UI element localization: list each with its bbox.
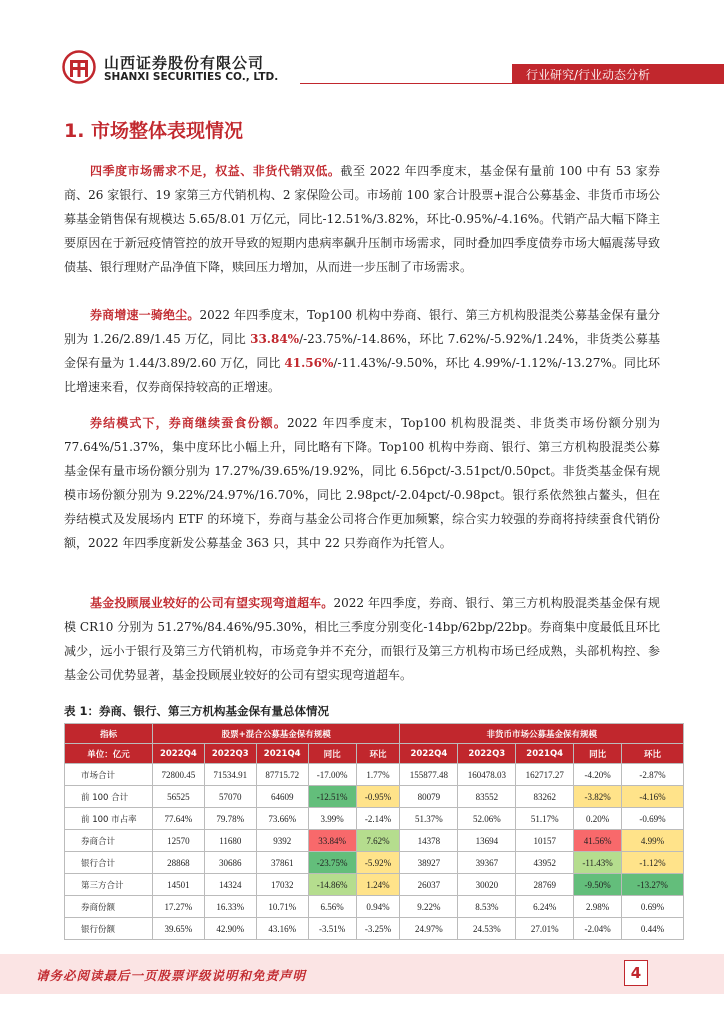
company-name-cn: 山西证券股份有限公司	[104, 54, 265, 72]
table-cell: 30686	[204, 852, 256, 874]
page-number: 4	[624, 960, 648, 986]
table-cell: 0.69%	[622, 896, 684, 918]
report-type: 行业研究/行业动态分析	[526, 68, 651, 82]
table-cell: 24.53%	[458, 918, 516, 940]
table-cell: 37861	[256, 852, 308, 874]
paragraph-lead: 券结模式下，券商继续蚕食份额。	[90, 416, 287, 430]
table-cell: 71534.91	[204, 764, 256, 786]
table-cell: -2.04%	[574, 918, 622, 940]
column-header: 同比	[308, 744, 356, 764]
paragraph-body: /-23.75%/-14.86%，环比 7.62%/-5.92%/1.24%，非货类公募基金保有量为 1.44/3.89/2.60 万亿，同比	[64, 332, 660, 370]
paragraph-body: 截至 2022 年四季度末，基金保有量前 100 中有 53 家券商、26 家银行、19 家第三方代销机构、2 家保险公司。市场前 100 家合计股票+混合公募基金、非货币市场公募基金销售保有规模达 5.65/8.01 万亿元，同比-12.51%/3.82%，环比-0.95%/-4.16%。代销产品大幅下降主要原因在于新冠疫情管控的放开导致的短期内患病率飙升压制市场需求，同时叠加四季度债券市场大幅震荡导致债基、银行理财产品净值下降，赎回压力增加，从而进一步压制了市场需求。	[64, 164, 660, 274]
page-header	[0, 0, 724, 92]
table-cell: 14324	[204, 874, 256, 896]
column-header: 单位：亿元	[65, 744, 153, 764]
table-cell: -1.12%	[622, 852, 684, 874]
table-cell: 39.65%	[152, 918, 204, 940]
table-cell: 10.71%	[256, 896, 308, 918]
header-group-equity: 股票+混合公募基金保有规模	[152, 724, 400, 744]
column-header: 2022Q3	[458, 744, 516, 764]
table-cell: 83262	[516, 786, 574, 808]
column-header: 同比	[574, 744, 622, 764]
table-cell: -14.86%	[308, 874, 356, 896]
table-cell: 43952	[516, 852, 574, 874]
table-cell: 43.16%	[256, 918, 308, 940]
paragraph-market-demand	[64, 159, 660, 279]
table-row	[65, 786, 684, 808]
table-cell: -0.69%	[622, 808, 684, 830]
company-name-en: SHANXI SECURITIES CO., LTD.	[104, 71, 279, 83]
section-title: 1. 市场整体表现情况	[64, 120, 244, 142]
table-cell: 12570	[152, 830, 204, 852]
table-cell: -4.16%	[622, 786, 684, 808]
table-row	[65, 896, 684, 918]
highlight-value: 41.56%	[284, 356, 334, 370]
table-row	[65, 852, 684, 874]
table-cell: 39367	[458, 852, 516, 874]
column-header: 环比	[622, 744, 684, 764]
paragraph-body: /-11.43%/-9.50%，环比 4.99%/-1.12%/-13.27%。同比环比增速来看，仅券商保持较高的正增速。	[64, 356, 660, 394]
table-cell: 155877.48	[400, 764, 458, 786]
table-cell: 1.24%	[356, 874, 400, 896]
row-label: 市场合计	[65, 764, 153, 786]
paragraph-lead: 券商增速一骑绝尘。	[90, 308, 200, 322]
paragraph-lead: 基金投顾展业较好的公司有望实现弯道超车。	[90, 596, 334, 610]
table-title: 表 1：券商、银行、第三方机构基金保有量总体情况	[64, 704, 330, 718]
table-cell: -13.27%	[622, 874, 684, 896]
table-cell: 38927	[400, 852, 458, 874]
table-cell: 6.24%	[516, 896, 574, 918]
table-cell: 7.62%	[356, 830, 400, 852]
table-cell: 162717.27	[516, 764, 574, 786]
table-cell: 77.64%	[152, 808, 204, 830]
paragraph-body: 2022 年四季度，券商、银行、第三方机构股混类基金保有规模 CR10 分别为 51.27%/84.46%/95.30%，相比三季度分别变化-14bp/62bp/22bp。券商集中度最低且环比减少，远小于银行及第三方代销机构，市场竞争并不充分，而银行及第三方机构市场已经成熟，头部机构控、参基金公司优势显著，基金投顾展业较好的公司有望实现弯道超车。	[64, 596, 660, 682]
table-cell: 57070	[204, 786, 256, 808]
table-cell: 10157	[516, 830, 574, 852]
table-cell: 87715.72	[256, 764, 308, 786]
table-cell: 17032	[256, 874, 308, 896]
table-cell: -17.00%	[308, 764, 356, 786]
row-label: 前 100 市占率	[65, 808, 153, 830]
table-row	[65, 830, 684, 852]
table-header-row	[65, 724, 684, 744]
table-cell: 80079	[400, 786, 458, 808]
table-cell: 17.27%	[152, 896, 204, 918]
table-row	[65, 874, 684, 896]
table-cell: 16.33%	[204, 896, 256, 918]
table-cell: 14501	[152, 874, 204, 896]
table-cell: 42.90%	[204, 918, 256, 940]
table-cell: 2.98%	[574, 896, 622, 918]
paragraph-market-share	[64, 411, 660, 555]
table-cell: 14378	[400, 830, 458, 852]
table-cell: 4.99%	[622, 830, 684, 852]
table-cell: 9392	[256, 830, 308, 852]
table-cell: 13694	[458, 830, 516, 852]
table-cell: 1.77%	[356, 764, 400, 786]
table-cell: 9.22%	[400, 896, 458, 918]
paragraph-body: 2022 年四季度末，Top100 机构中券商、银行、第三方机构股混类公募基金保有量分别为 1.26/2.89/1.45 万亿，同比	[64, 308, 660, 346]
table-cell: -9.50%	[574, 874, 622, 896]
column-header: 2021Q4	[256, 744, 308, 764]
table-cell: -0.95%	[356, 786, 400, 808]
table-row	[65, 808, 684, 830]
column-header: 2022Q4	[400, 744, 458, 764]
row-label: 券商份额	[65, 896, 153, 918]
row-label: 银行合计	[65, 852, 153, 874]
header-group-nonmoney: 非货币市场公募基金保有规模	[400, 724, 684, 744]
fund-holdings-table	[64, 723, 684, 940]
paragraph-lead: 四季度市场需求不足，权益、非货代销双低。	[90, 164, 341, 178]
table-cell: -23.75%	[308, 852, 356, 874]
table-cell: -3.51%	[308, 918, 356, 940]
table-cell: -12.51%	[308, 786, 356, 808]
table-cell: 51.37%	[400, 808, 458, 830]
table-cell: 56525	[152, 786, 204, 808]
paragraph-advisory	[64, 591, 660, 687]
table-cell: 0.94%	[356, 896, 400, 918]
row-label: 前 100 合计	[65, 786, 153, 808]
column-header: 2022Q4	[152, 744, 204, 764]
table-cell: 160478.03	[458, 764, 516, 786]
column-header: 2021Q4	[516, 744, 574, 764]
column-header: 2022Q3	[204, 744, 256, 764]
table-cell: -5.92%	[356, 852, 400, 874]
table-cell: 28868	[152, 852, 204, 874]
table-cell: 3.99%	[308, 808, 356, 830]
table-cell: 41.56%	[574, 830, 622, 852]
footer-disclaimer: 请务必阅读最后一页股票评级说明和免责声明	[36, 968, 307, 983]
table-cell: -3.25%	[356, 918, 400, 940]
table-row	[65, 918, 684, 940]
table-cell: -11.43%	[574, 852, 622, 874]
table-cell: 30020	[458, 874, 516, 896]
table-row	[65, 764, 684, 786]
table-cell: -2.87%	[622, 764, 684, 786]
table-cell: 11680	[204, 830, 256, 852]
highlight-value: 33.84%	[250, 332, 300, 346]
row-label: 券商合计	[65, 830, 153, 852]
column-header: 环比	[356, 744, 400, 764]
paragraph-body: 2022 年四季度末，Top100 机构股混类、非货类市场份额分别为 77.64%/51.37%，集中度环比小幅上升，同比略有下降。Top100 机构中券商、银行、第三方机构股混类公募基金保有量市场份额分别为 17.27%/39.65%/19.92%，同比 6.56pct/-3.51pct/0.50pct。非货类基金保有规模市场份额分别为 9.22%/24.97%/16.70%，同比 2.98pct/-2.04pct/-0.98pct。银行系依然独占鳌头，但在券结模式及发展场内 ETF 的环境下，券商与基金公司将合作更加频繁，综合实力较强的券商将持续蚕食代销份额，2022 年四季度新发公募基金 363 只，其中 22 只券商作为托管人。	[64, 416, 660, 550]
table-cell: 0.20%	[574, 808, 622, 830]
table-cell: 27.01%	[516, 918, 574, 940]
header-indicator: 指标	[65, 724, 153, 744]
table-cell: 24.97%	[400, 918, 458, 940]
table-cell: 64609	[256, 786, 308, 808]
paragraph-broker-growth	[64, 303, 660, 399]
table-cell: -3.82%	[574, 786, 622, 808]
row-label: 第三方合计	[65, 874, 153, 896]
row-label: 银行份额	[65, 918, 153, 940]
table-cell: 83552	[458, 786, 516, 808]
table-cell: 52.06%	[458, 808, 516, 830]
table-cell: 26037	[400, 874, 458, 896]
table-cell: -4.20%	[574, 764, 622, 786]
table-cell: 33.84%	[308, 830, 356, 852]
table-cell: 73.66%	[256, 808, 308, 830]
table-cell: 79.78%	[204, 808, 256, 830]
table-cell: 0.44%	[622, 918, 684, 940]
table-header-row	[65, 744, 684, 764]
table-cell: 28769	[516, 874, 574, 896]
table-cell: 72800.45	[152, 764, 204, 786]
table-cell: 51.17%	[516, 808, 574, 830]
table-cell: -2.14%	[356, 808, 400, 830]
table-cell: 6.56%	[308, 896, 356, 918]
table-cell: 8.53%	[458, 896, 516, 918]
